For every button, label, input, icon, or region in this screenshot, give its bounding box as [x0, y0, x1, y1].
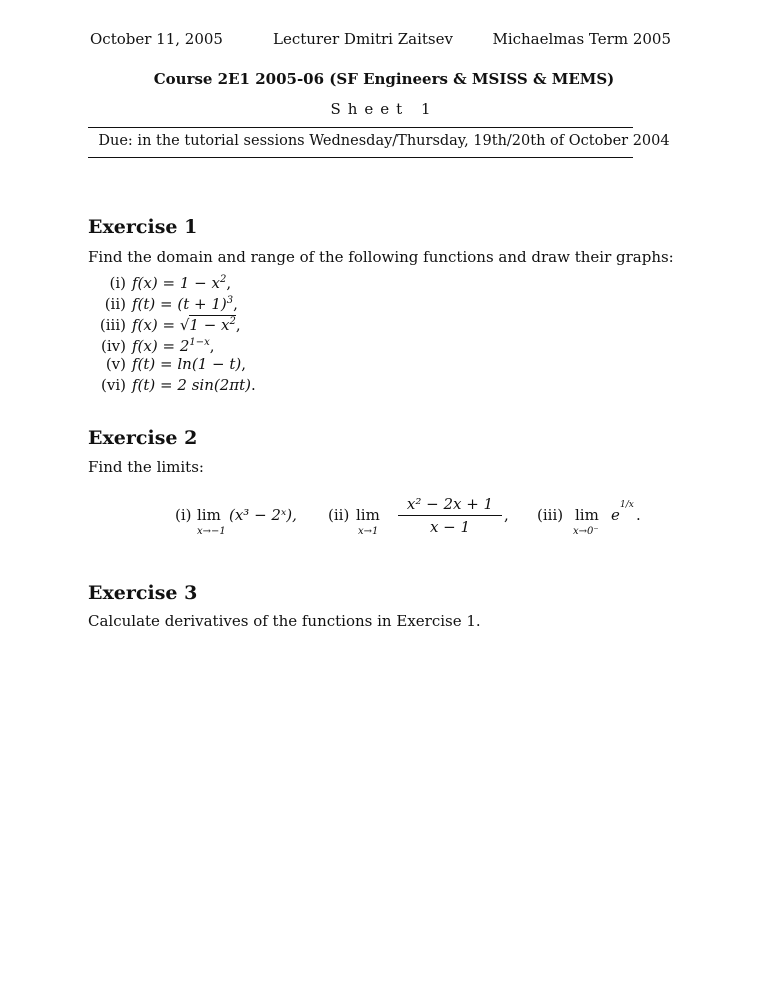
limit-ii-lim: lim	[356, 506, 380, 524]
limit-ii-numerator: x² − 2x + 1	[406, 495, 494, 513]
formula-text: f(x) = 1 − x	[132, 274, 220, 292]
exercise-1-item	[88, 270, 231, 290]
sheet-label: Sheet 1	[330, 100, 438, 118]
item-label: (vi)	[101, 376, 126, 394]
header-date: October 11, 2005	[90, 30, 223, 48]
sqrt-sign: √	[179, 316, 190, 334]
formula-text: f(x) =	[132, 316, 180, 334]
header-term: Michaelmas Term 2005	[492, 30, 671, 48]
formula-text: f(x) = 2	[132, 337, 190, 355]
exercise-3-intro: Calculate derivatives of the functions in Exercise 1.	[88, 612, 481, 630]
top-rule	[88, 127, 633, 128]
due-text: Due: in the tutorial sessions Wednesday/Thursday, 19th/20th of October 2004	[98, 133, 670, 149]
item-formula: $f(x) = 1 - x^2$,	[132, 274, 232, 292]
limit-i-label: (i)	[175, 506, 192, 524]
limit-ii-tail: ,	[504, 506, 509, 524]
limit-iii-expr: e	[611, 506, 620, 524]
bottom-rule	[88, 157, 633, 158]
item-formula: $f(t) = (t + 1)^3$,	[132, 295, 238, 313]
exercise-1-item	[88, 291, 238, 311]
exercise-1-intro: Find the domain and range of the following functions and draw their graphs:	[88, 248, 674, 266]
item-label: (i)	[109, 274, 126, 292]
limit-ii-fraction	[398, 495, 502, 536]
exercise-1-item	[88, 375, 256, 395]
exercise-1-item	[88, 312, 241, 332]
item-label: (iv)	[101, 337, 126, 355]
limit-ii-label: (ii)	[328, 506, 350, 524]
item-label: (v)	[105, 355, 126, 373]
limit-iii-tail: .	[636, 506, 641, 524]
item-formula: $f(x) = √1 - x^2$,	[132, 316, 241, 334]
limit-iii-sub: x→0⁻	[573, 526, 599, 537]
exercise-3-heading: Exercise 3	[88, 582, 198, 604]
superscript: 1−x	[189, 337, 210, 348]
limit-iii-lim: lim	[575, 506, 599, 524]
formula-text: f(t) = ln(1 − t)	[132, 355, 242, 373]
exercise-2-intro: Find the limits:	[88, 458, 204, 476]
formula-text: f(t) = 2 sin(2πt)	[132, 376, 251, 394]
item-formula: f(t) = 2 sin(2πt).	[132, 376, 256, 394]
exercise-1-item	[88, 333, 215, 353]
exercise-1-heading: Exercise 1	[88, 216, 198, 238]
limit-iii-label: (iii)	[537, 506, 564, 524]
item-label: (iii)	[99, 316, 126, 334]
limit-i-expr: (x³ − 2ˣ),	[229, 506, 297, 524]
exercise-2-heading: Exercise 2	[88, 427, 198, 449]
item-formula: f(t) = ln(1 − t),	[132, 355, 247, 373]
limit-iii-exponent: 1/x	[620, 500, 634, 510]
sqrt-radicand: $1 - x^2$	[189, 316, 236, 334]
item-label: (ii)	[104, 295, 126, 313]
limit-ii-sub: x→1	[358, 526, 379, 537]
limit-ii-denominator: x − 1	[429, 518, 471, 536]
formula-text: f(t) = (t + 1)	[132, 295, 227, 313]
exercise-1-item	[88, 354, 246, 374]
limit-i-lim: lim	[197, 506, 221, 524]
superscript: 2	[219, 274, 227, 285]
course-title: Course 2E1 2005-06 (SF Engineers & MSISS & MEMS)	[153, 70, 615, 88]
header-lecturer: Lecturer Dmitri Zaitsev	[273, 30, 453, 48]
limit-i-sub: x→−1	[197, 526, 226, 537]
fraction-bar	[398, 515, 502, 516]
superscript: 3	[226, 295, 234, 306]
item-formula: $f(x) = 2^{1-x}$,	[132, 337, 215, 355]
